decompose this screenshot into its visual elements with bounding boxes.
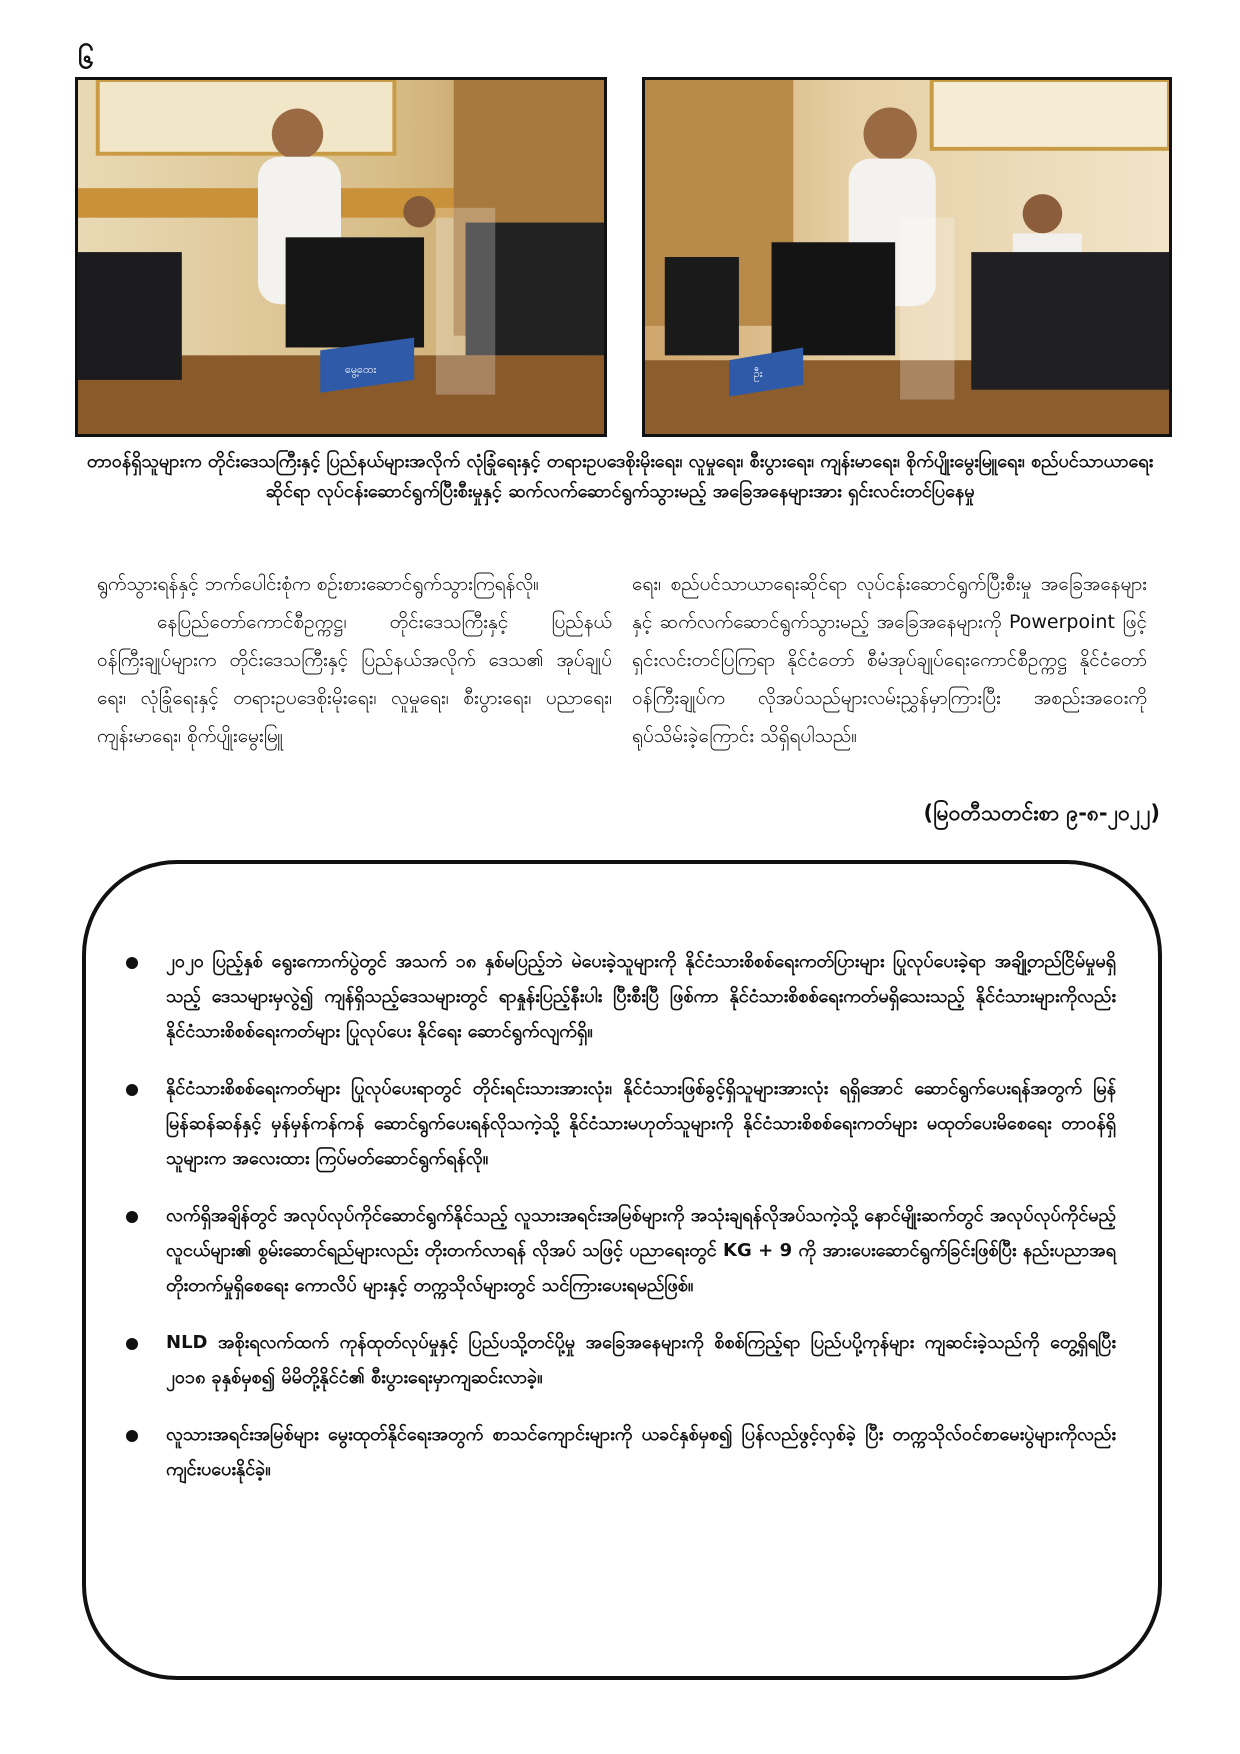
summary-bullet: [126, 1325, 1116, 1395]
article-column-right: [632, 565, 1147, 755]
meeting-photo-left: [75, 77, 607, 437]
article-column-left: [97, 565, 612, 755]
summary-bullet: [126, 944, 1116, 1049]
bullet-dot-icon: [126, 1338, 138, 1350]
article-paragraph: နေပြည်တော်ကောင်စီဥက္ကဋ္ဌ၊ တိုင်းဒေသကြီးနှင့် ပြည်နယ်ဝန်ကြီးချုပ်များက တိုင်းဒေသကြီးနှင့် ပြည်နယ်အလိုက် ဒေသ၏ အုပ်ချုပ်ရေး၊ လုံခြုံရေးနှင့် တရားဥပဒေစိုးမိုးရေး၊ လူမှုရေး၊ စီးပွားရေး၊ ပညာရေး၊ ကျန်းမာရေး၊ စိုက်ပျိုးမွေးမြူ: [97, 611, 612, 747]
left-nameplate-label: မွေ့ထေး: [344, 363, 377, 377]
right-nameplate-label: ဦး: [753, 366, 763, 380]
photo-caption: တာဝန်ရှိသူများက တိုင်းဒေသကြီးနှင့် ပြည်နယ်များအလိုက် လုံခြုံရေးနှင့် တရားဥပဒေစိုးမိုးရေး၊ လူမှုရေး၊ စီးပွားရေး၊ ကျန်းမာရေး၊ စိုက်ပျိုးမွေးမြူရေး၊ စည်ပင်သာယာရေးဆိုင်ရာ လုပ်ငန်းဆောင်ရွက်ပြီးစီးမှုနှင့် ဆက်လက်ဆောင်ရွက်သွားမည့် အခြေအနေများအား ရှင်းလင်းတင်ပြနေမှု: [86, 451, 1154, 502]
summary-bullet-text: နိုင်ငံသားစိစစ်ရေးကတ်များ ပြုလုပ်ပေးရာတွင် တိုင်းရင်းသားအားလုံး၊ နိုင်ငံသားဖြစ်ခွင့်ရှိသူများအားလုံး ရရှိအောင် ဆောင်ရွက်ပေးရန်အတွက် မြန်မြန်ဆန်ဆန်နှင့် မှန်မှန်ကန်ကန် ဆောင်ရွက်ပေးရန်လိုသကဲ့သို့ နိုင်ငံသားမဟုတ်သူများကို နိုင်ငံသားစိစစ်ရေးကတ်များ မထုတ်ပေးမိစေရေး တာဝန်ရှိသူများက အလေးထား ကြပ်မတ်ဆောင်ရွက်ရန်လို။: [166, 1078, 1116, 1169]
summary-bullet: [126, 1198, 1116, 1303]
page-number: ၆: [78, 42, 94, 75]
meeting-photo-right: [642, 77, 1172, 437]
summary-bullet-text: NLD အစိုးရလက်ထက် ကုန်ထုတ်လုပ်မှုနှင့် ပြည်ပသို့တင်ပို့မှု အခြေအနေများကို စိစစ်ကြည့်ရာ ပြည်ပပို့ကုန်များ ကျဆင်းခဲ့သည်ကို တွေ့ရှိရပြီး ၂၀၁၈ ခုနှစ်မှစ၍ မိမိတို့နိုင်ငံ၏ စီးပွားရေးမှာကျဆင်းလာခဲ့။: [166, 1332, 1116, 1388]
meeting-photo-right-image: [645, 80, 1169, 434]
summary-bullet: [126, 1417, 1116, 1487]
summary-bullet-text: လက်ရှိအချိန်တွင် အလုပ်လုပ်ကိုင်ဆောင်ရွက်နိုင်သည့် လူသားအရင်းအမြစ်များကို အသုံးချရန်လိုအပ်သကဲ့သို့ နောင်မျိုးဆက်တွင် အလုပ်လုပ်ကိုင်မည့် လူငယ်များ၏ စွမ်းဆောင်ရည်များလည်း တိုးတက်လာရန် လိုအပ် သဖြင့် ပညာရေးတွင် KG + 9 ကို အားပေးဆောင်ရွက်ခြင်းဖြစ်ပြီး နည်းပညာအရ တိုးတက်မှုရှိစေရေး ကောလိပ် များနှင့် တက္ကသိုလ်များတွင် သင်ကြားပေးရမည်ဖြစ်။: [166, 1205, 1116, 1296]
summary-box: [82, 860, 1162, 1680]
bullet-dot-icon: [126, 1430, 138, 1442]
summary-bullet-text: ၂၀၂၀ ပြည့်နှစ် ရွေးကောက်ပွဲတွင် အသက် ၁၈ နှစ်မပြည့်ဘဲ မဲပေးခဲ့သူများကို နိုင်ငံသားစိစစ်ရေးကတ်ပြားများ ပြုလုပ်ပေးခဲ့ရာ အချို့တည်ငြိမ်မှုမရှိသည့် ဒေသများမှလွဲ၍ ကျန်ရှိသည့်ဒေသများတွင် ရာနှုန်းပြည့်နီးပါး ပြီးစီးပြီ ဖြစ်ကာ နိုင်ငံသားစိစစ်ရေးကတ်မရှိသေးသည့် နိုင်ငံသားများကိုလည်း နိုင်ငံသားစိစစ်ရေးကတ်များ ပြုလုပ်ပေး နိုင်ရေး ဆောင်ရွက်လျက်ရှိ။: [166, 951, 1116, 1042]
bullet-dot-icon: [126, 957, 138, 969]
summary-bullet-list: [126, 944, 1116, 1509]
summary-bullet: [126, 1071, 1116, 1176]
article-paragraph: ရေး၊ စည်ပင်သာယာရေးဆိုင်ရာ လုပ်ငန်းဆောင်ရွက်ပြီးစီးမှု အခြေအနေများနှင့် ဆက်လက်ဆောင်ရွက်သွားမည့် အခြေအနေများကို Powerpoint ဖြင့် ရှင်းလင်းတင်ပြကြရာ နိုင်ငံတော် စီမံအုပ်ချုပ်ရေးကောင်စီဥက္ကဋ္ဌ နိုင်ငံတော်ဝန်ကြီးချုပ်က လိုအပ်သည်များလမ်းညွှန်မှာကြားပြီး အစည်းအဝေးကို ရုပ်သိမ်းခဲ့ကြောင်း သိရှိရပါသည်။: [632, 573, 1147, 747]
article-paragraph: ရွက်သွားရန်နှင့် ဘက်ပေါင်းစုံက စဉ်းစားဆောင်ရွက်သွားကြရန်လို။: [97, 573, 539, 595]
summary-bullet-text: လူသားအရင်းအမြစ်များ မွေးထုတ်နိုင်ရေးအတွက် စာသင်ကျောင်းများကို ယခင်နှစ်မှစ၍ ပြန်လည်ဖွင့်လှစ်ခဲ့ ပြီး တက္ကသိုလ်ဝင်စာမေးပွဲများကိုလည်း ကျင်းပပေးနိုင်ခဲ့။: [166, 1424, 1116, 1480]
source-citation: (မြဝတီသတင်းစာ ၉-၈-၂၀၂၂): [923, 801, 1160, 825]
meeting-photo-left-image: [78, 80, 604, 434]
bullet-dot-icon: [126, 1211, 138, 1223]
bullet-dot-icon: [126, 1084, 138, 1096]
